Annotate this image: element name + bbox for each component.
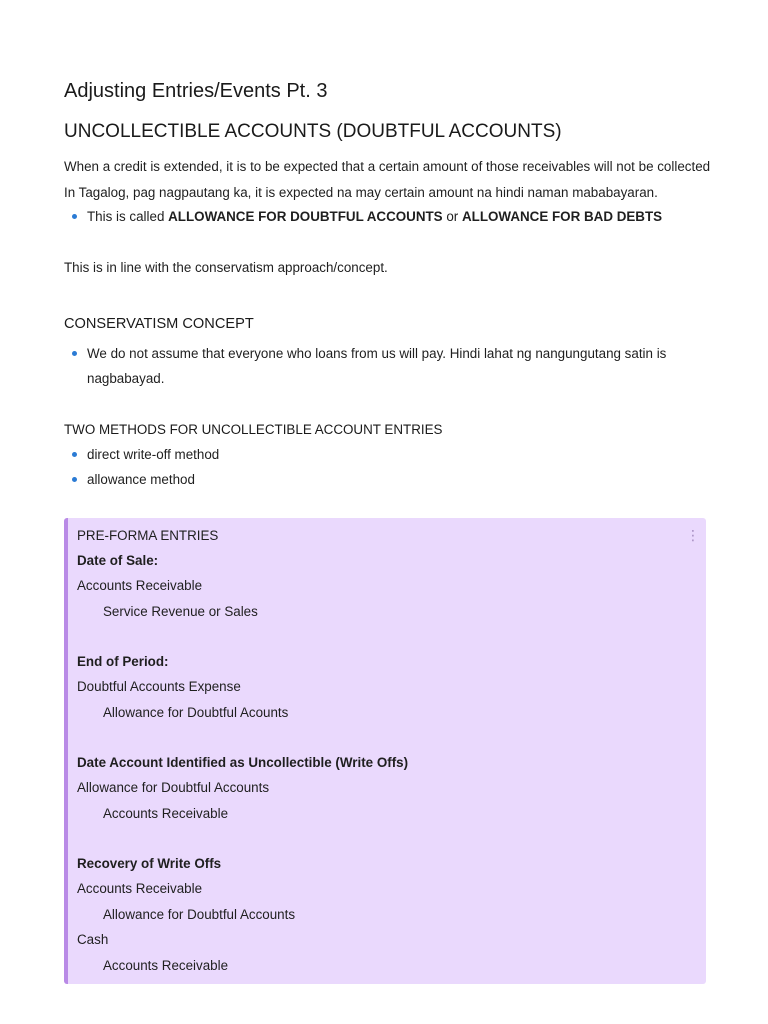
conservatism-bullet-line-1: We do not assume that everyone who loans from us will pay. Hindi lahat ng nangungutang satin is	[87, 346, 667, 361]
method-label: allowance method	[87, 472, 195, 487]
entry-debit: Allowance for Doubtful Accounts	[77, 780, 270, 795]
entry-heading-date-of-sale: Date of Sale:	[77, 553, 159, 568]
list-item-method	[64, 467, 195, 492]
conservatism-note: This is in line with the conservatism approach/concept.	[64, 260, 388, 275]
entry-heading-recovery: Recovery of Write Offs	[77, 856, 222, 871]
bullet-icon	[72, 477, 77, 482]
entry-credit: Accounts Receivable	[103, 958, 229, 973]
methods-heading: TWO METHODS FOR UNCOLLECTIBLE ACCOUNT ENTRIES	[64, 422, 443, 437]
entry-heading-write-offs: Date Account Identified as Uncollectible (Write Offs)	[77, 755, 409, 770]
page-title: Adjusting Entries/Events Pt. 3	[64, 80, 328, 102]
term-allowance-doubtful: ALLOWANCE FOR DOUBTFUL ACCOUNTS	[168, 209, 443, 224]
intro-line-2: In Tagalog, pag nagpautang ka, it is expected na may certain amount na hindi naman mababayaran.	[64, 185, 658, 200]
bullet-or: or	[442, 209, 462, 224]
entry-debit: Accounts Receivable	[77, 578, 203, 593]
entry-credit: Service Revenue or Sales	[103, 604, 258, 619]
entry-debit: Cash	[77, 932, 109, 947]
list-item-allowance-term	[64, 204, 662, 229]
entry-debit: Accounts Receivable	[77, 881, 203, 896]
entry-credit: Accounts Receivable	[103, 806, 229, 821]
section-heading: UNCOLLECTIBLE ACCOUNTS (DOUBTFUL ACCOUNTS)	[64, 121, 562, 142]
bullet-icon	[72, 351, 77, 356]
callout-title: PRE-FORMA ENTRIES	[77, 528, 219, 543]
method-label: direct write-off method	[87, 447, 220, 462]
entry-credit: Allowance for Doubtful Accounts	[103, 907, 296, 922]
list-item-conservatism	[64, 341, 666, 366]
bullet-prefix: This is called	[87, 209, 169, 224]
vertical-ellipsis-icon[interactable]: ⋮	[686, 527, 700, 543]
pre-forma-entries-callout	[64, 518, 706, 984]
bullet-icon	[72, 214, 77, 219]
bullet-icon	[72, 452, 77, 457]
term-allowance-bad-debts: ALLOWANCE FOR BAD DEBTS	[461, 209, 663, 224]
entry-debit: Doubtful Accounts Expense	[77, 679, 241, 694]
intro-line-1: When a credit is extended, it is to be expected that a certain amount of those receivables will not be collected	[64, 159, 711, 174]
list-item-method	[64, 442, 219, 467]
conservatism-heading: CONSERVATISM CONCEPT	[64, 316, 254, 332]
entry-credit: Allowance for Doubtful Acounts	[103, 705, 289, 720]
conservatism-bullet-line-2: nagbabayad.	[87, 371, 165, 386]
entry-heading-end-of-period: End of Period:	[77, 654, 169, 669]
